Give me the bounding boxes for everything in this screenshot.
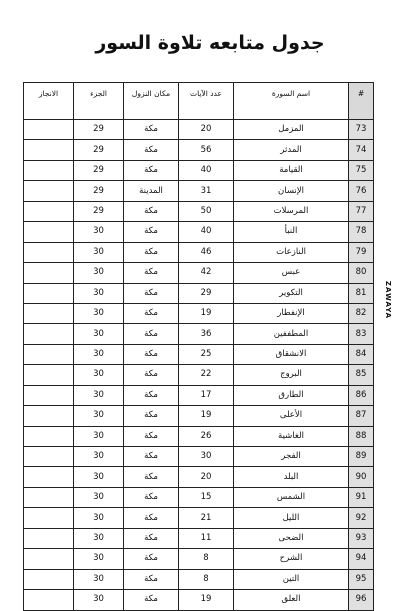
cell-number: 95	[349, 569, 374, 589]
cell-completion[interactable]	[24, 508, 74, 528]
cell-surah-name: التكوير	[234, 283, 349, 303]
cell-completion[interactable]	[24, 365, 74, 385]
cell-revelation-place: مكة	[124, 406, 179, 426]
cell-verse-count: 19	[179, 590, 234, 610]
cell-surah-name: العلق	[234, 590, 349, 610]
cell-juz: 30	[74, 242, 124, 262]
cell-number: 84	[349, 344, 374, 364]
cell-verse-count: 15	[179, 487, 234, 507]
table-row	[24, 303, 374, 323]
cell-number: 76	[349, 181, 374, 201]
cell-revelation-place: مكة	[124, 160, 179, 180]
cell-revelation-place: مكة	[124, 140, 179, 160]
column-header-juz: الجزء	[74, 83, 124, 120]
cell-completion[interactable]	[24, 549, 74, 569]
cell-surah-name: المزمل	[234, 120, 349, 140]
cell-completion[interactable]	[24, 467, 74, 487]
cell-verse-count: 46	[179, 242, 234, 262]
table-row	[24, 508, 374, 528]
cell-surah-name: القيامة	[234, 160, 349, 180]
brand-logo: ZAWAYA	[384, 280, 392, 320]
cell-verse-count: 31	[179, 181, 234, 201]
cell-surah-name: الإنفطار	[234, 303, 349, 323]
cell-number: 93	[349, 528, 374, 548]
cell-completion[interactable]	[24, 590, 74, 610]
column-header-number: #	[349, 83, 374, 120]
cell-number: 77	[349, 201, 374, 221]
cell-verse-count: 21	[179, 508, 234, 528]
cell-revelation-place: مكة	[124, 447, 179, 467]
cell-juz: 30	[74, 549, 124, 569]
cell-verse-count: 56	[179, 140, 234, 160]
cell-juz: 30	[74, 344, 124, 364]
cell-verse-count: 30	[179, 447, 234, 467]
cell-completion[interactable]	[24, 406, 74, 426]
cell-verse-count: 17	[179, 385, 234, 405]
column-header-verses: عدد الآيات	[179, 83, 234, 120]
cell-revelation-place: مكة	[124, 324, 179, 344]
cell-completion[interactable]	[24, 303, 74, 323]
cell-verse-count: 50	[179, 201, 234, 221]
cell-number: 89	[349, 447, 374, 467]
cell-revelation-place: مكة	[124, 365, 179, 385]
cell-surah-name: التين	[234, 569, 349, 589]
cell-completion[interactable]	[24, 447, 74, 467]
cell-completion[interactable]	[24, 426, 74, 446]
column-header-surah: اسم السورة	[234, 83, 349, 120]
cell-juz: 30	[74, 569, 124, 589]
cell-surah-name: الضحى	[234, 528, 349, 548]
table-row	[24, 140, 374, 160]
table-row	[24, 263, 374, 283]
cell-revelation-place: مكة	[124, 528, 179, 548]
cell-revelation-place: مكة	[124, 201, 179, 221]
table-row	[24, 426, 374, 446]
cell-number: 90	[349, 467, 374, 487]
cell-revelation-place: مكة	[124, 303, 179, 323]
cell-verse-count: 19	[179, 406, 234, 426]
table-row	[24, 344, 374, 364]
cell-surah-name: الليل	[234, 508, 349, 528]
cell-number: 75	[349, 160, 374, 180]
cell-number: 96	[349, 590, 374, 610]
cell-surah-name: الغاشية	[234, 426, 349, 446]
cell-revelation-place: مكة	[124, 385, 179, 405]
cell-verse-count: 20	[179, 467, 234, 487]
cell-revelation-place: مكة	[124, 569, 179, 589]
cell-juz: 30	[74, 426, 124, 446]
cell-revelation-place: مكة	[124, 344, 179, 364]
cell-number: 80	[349, 263, 374, 283]
cell-completion[interactable]	[24, 181, 74, 201]
cell-juz: 30	[74, 365, 124, 385]
cell-juz: 30	[74, 283, 124, 303]
cell-surah-name: المطففين	[234, 324, 349, 344]
surah-tracking-table	[23, 82, 374, 611]
cell-completion[interactable]	[24, 160, 74, 180]
table-row	[24, 181, 374, 201]
cell-surah-name: المرسلات	[234, 201, 349, 221]
table-row	[24, 406, 374, 426]
cell-verse-count: 8	[179, 549, 234, 569]
cell-number: 94	[349, 549, 374, 569]
cell-juz: 30	[74, 447, 124, 467]
table-row	[24, 201, 374, 221]
cell-juz: 30	[74, 222, 124, 242]
cell-verse-count: 40	[179, 160, 234, 180]
cell-verse-count: 29	[179, 283, 234, 303]
cell-revelation-place: مكة	[124, 263, 179, 283]
cell-verse-count: 42	[179, 263, 234, 283]
table-row	[24, 590, 374, 610]
cell-number: 83	[349, 324, 374, 344]
cell-juz: 30	[74, 508, 124, 528]
cell-revelation-place: مكة	[124, 222, 179, 242]
table-row	[24, 487, 374, 507]
cell-completion[interactable]	[24, 528, 74, 548]
cell-number: 92	[349, 508, 374, 528]
cell-revelation-place: مكة	[124, 120, 179, 140]
cell-surah-name: البلد	[234, 467, 349, 487]
cell-number: 79	[349, 242, 374, 262]
cell-juz: 30	[74, 406, 124, 426]
cell-verse-count: 40	[179, 222, 234, 242]
cell-surah-name: الانشقاق	[234, 344, 349, 364]
page-title: جدول متابعه تلاوة السور	[95, 32, 325, 54]
cell-completion[interactable]	[24, 263, 74, 283]
column-header-done: الانجاز	[24, 83, 74, 120]
cell-verse-count: 19	[179, 303, 234, 323]
cell-juz: 29	[74, 140, 124, 160]
cell-surah-name: النبأ	[234, 222, 349, 242]
cell-surah-name: النازعات	[234, 242, 349, 262]
cell-juz: 30	[74, 467, 124, 487]
cell-revelation-place: المدينة	[124, 181, 179, 201]
table-row	[24, 467, 374, 487]
cell-revelation-place: مكة	[124, 467, 179, 487]
table-row	[24, 528, 374, 548]
cell-juz: 30	[74, 590, 124, 610]
cell-surah-name: المدثر	[234, 140, 349, 160]
cell-number: 88	[349, 426, 374, 446]
cell-number: 91	[349, 487, 374, 507]
cell-revelation-place: مكة	[124, 283, 179, 303]
cell-completion[interactable]	[24, 344, 74, 364]
cell-number: 82	[349, 303, 374, 323]
cell-revelation-place: مكة	[124, 426, 179, 446]
cell-completion[interactable]	[24, 283, 74, 303]
table-row	[24, 549, 374, 569]
cell-number: 73	[349, 120, 374, 140]
cell-number: 78	[349, 222, 374, 242]
cell-number: 87	[349, 406, 374, 426]
cell-revelation-place: مكة	[124, 549, 179, 569]
cell-completion[interactable]	[24, 324, 74, 344]
cell-completion[interactable]	[24, 569, 74, 589]
cell-number: 85	[349, 365, 374, 385]
cell-juz: 30	[74, 487, 124, 507]
cell-revelation-place: مكة	[124, 590, 179, 610]
cell-completion[interactable]	[24, 120, 74, 140]
cell-completion[interactable]	[24, 201, 74, 221]
cell-surah-name: الشرح	[234, 549, 349, 569]
cell-completion[interactable]	[24, 385, 74, 405]
cell-surah-name: الشمس	[234, 487, 349, 507]
table-row	[24, 120, 374, 140]
cell-juz: 30	[74, 385, 124, 405]
cell-completion[interactable]	[24, 140, 74, 160]
cell-surah-name: الفجر	[234, 447, 349, 467]
table-row	[24, 283, 374, 303]
cell-juz: 29	[74, 201, 124, 221]
cell-verse-count: 25	[179, 344, 234, 364]
cell-juz: 30	[74, 303, 124, 323]
cell-juz: 30	[74, 324, 124, 344]
table-row	[24, 160, 374, 180]
cell-number: 86	[349, 385, 374, 405]
cell-completion[interactable]	[24, 487, 74, 507]
cell-revelation-place: مكة	[124, 487, 179, 507]
cell-verse-count: 20	[179, 120, 234, 140]
table-header-row	[24, 83, 374, 120]
cell-number: 74	[349, 140, 374, 160]
cell-verse-count: 36	[179, 324, 234, 344]
cell-juz: 29	[74, 120, 124, 140]
table-row	[24, 242, 374, 262]
cell-verse-count: 22	[179, 365, 234, 385]
table-row	[24, 385, 374, 405]
cell-surah-name: الإنسان	[234, 181, 349, 201]
cell-juz: 30	[74, 528, 124, 548]
table-row	[24, 365, 374, 385]
cell-verse-count: 11	[179, 528, 234, 548]
cell-revelation-place: مكة	[124, 508, 179, 528]
cell-surah-name: عبس	[234, 263, 349, 283]
table-row	[24, 222, 374, 242]
cell-verse-count: 26	[179, 426, 234, 446]
cell-surah-name: الطارق	[234, 385, 349, 405]
cell-surah-name: البروج	[234, 365, 349, 385]
table-row	[24, 447, 374, 467]
table-row	[24, 324, 374, 344]
cell-completion[interactable]	[24, 242, 74, 262]
cell-surah-name: الأعلى	[234, 406, 349, 426]
table-row	[24, 569, 374, 589]
cell-juz: 29	[74, 181, 124, 201]
cell-juz: 29	[74, 160, 124, 180]
cell-number: 81	[349, 283, 374, 303]
cell-juz: 30	[74, 263, 124, 283]
column-header-place: مكان النزول	[124, 83, 179, 120]
cell-completion[interactable]	[24, 222, 74, 242]
cell-revelation-place: مكة	[124, 242, 179, 262]
cell-verse-count: 8	[179, 569, 234, 589]
table-body	[24, 120, 374, 611]
